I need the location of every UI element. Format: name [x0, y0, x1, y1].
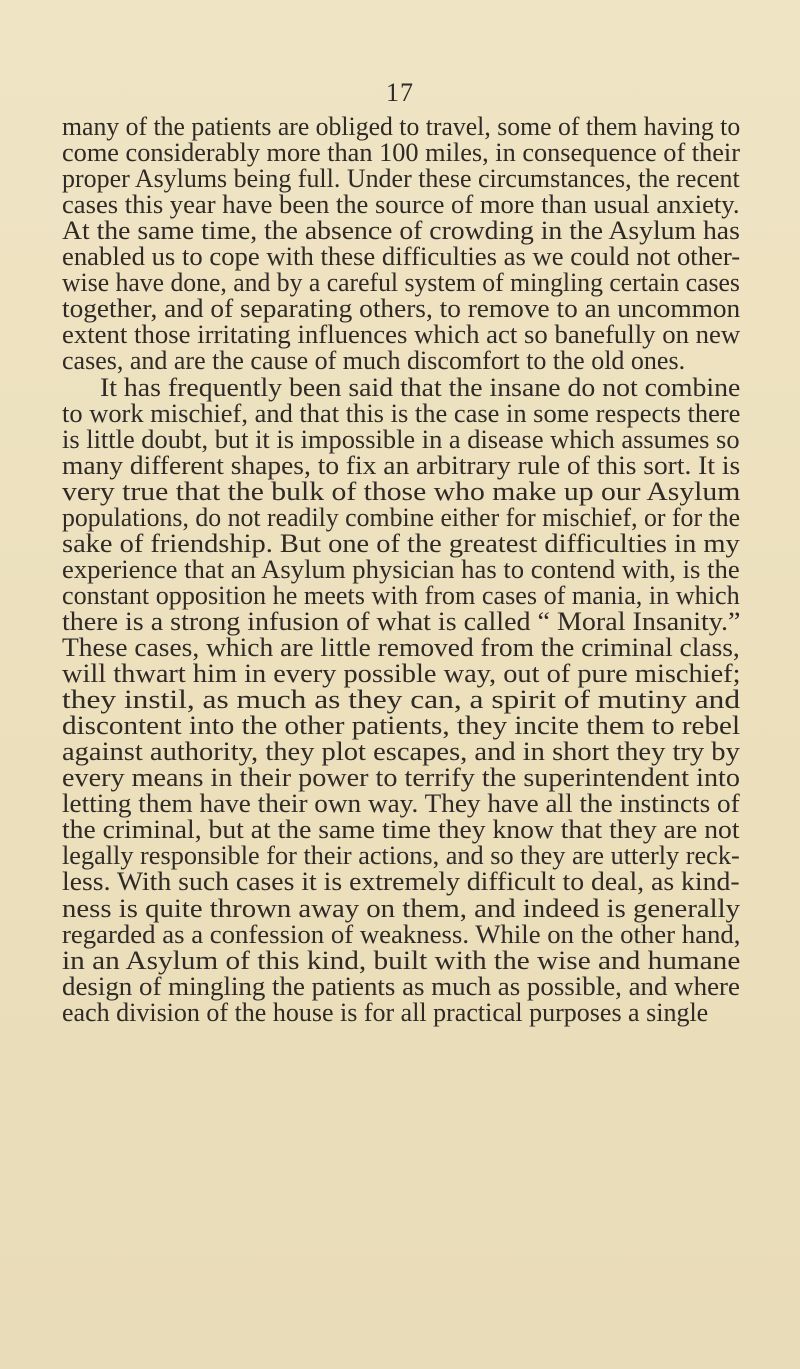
text-line: the criminal, but at the same time they know that they are not	[62, 815, 740, 845]
text-line: experience that an Asylum physician has to contend with, is the	[62, 554, 740, 584]
text-line: many of the patients are obliged to travel, some of them having to	[62, 112, 741, 141]
page-number: 17	[386, 78, 414, 107]
text-line: cases, and are the cause of much discomfort to the old ones.	[62, 346, 686, 376]
text-line: they instil, as much as they can, a spirit of mutiny and	[62, 685, 741, 715]
text-line: proper Asylums being full. Under these circumstances, the recent	[62, 164, 740, 194]
text-line: each division of the house is for all practical purposes a single	[62, 997, 709, 1027]
text-line: These cases, which are little removed from the criminal class,	[62, 633, 740, 662]
text-line: less. With such cases it is extremely difficult to deal, as kind-	[62, 867, 740, 897]
text-line: in an Asylum of this kind, built with the wise and humane	[62, 945, 741, 975]
text-line: very true that the bulk of those who make up our Asylum	[62, 476, 741, 506]
text-line: regarded as a confession of weakness. While on the other hand,	[62, 919, 741, 949]
text-line: is little doubt, but it is impossible in a disease which assumes so	[62, 424, 740, 454]
text-line: At the same time, the absence of crowding in the Asylum has	[62, 216, 740, 246]
text-line: every means in their power to terrify the superintendent into	[62, 763, 740, 793]
text-line: design of mingling the patients as much as possible, and where	[62, 971, 740, 1001]
text-line: extent those irritating influences which act so banefully on new	[62, 320, 741, 350]
text-line: there is a strong infusion of what is called “ Moral Insanity.”	[62, 606, 741, 636]
text-line: enabled us to cope with these difficulties as we could not other-	[62, 242, 741, 272]
text-line: It has frequently been said that the insane do not combine	[100, 372, 741, 402]
text-line: cases this year have been the source of more than usual anxiety.	[62, 190, 740, 220]
text-line: will thwart him in every possible way, out of pure mischief;	[62, 659, 741, 689]
text-line: come considerably more than 100 miles, in consequence of their	[62, 138, 741, 168]
text-line: populations, do not readily combine either for mischief, or for the	[62, 502, 741, 532]
text-line: ness is quite thrown away on them, and indeed is generally	[62, 893, 741, 923]
text-line: against authority, they plot escapes, and in short they try by	[62, 737, 740, 767]
text-line: many different shapes, to fix an arbitrary rule of this sort. It is	[62, 450, 741, 480]
text-line: constant opposition he meets with from cases of mania, in which	[62, 580, 740, 610]
text-line: sake of friendship. But one of the greatest difficulties in my	[62, 528, 740, 558]
text-line: discontent into the other patients, they incite them to rebel	[62, 711, 741, 741]
text-line: together, and of separating others, to remove to an uncommon	[62, 294, 741, 324]
text-line: to work mischief, and that this is the case in some respects there	[62, 398, 741, 428]
text-line: letting them have their own way. They have all the instincts of	[62, 789, 740, 819]
text-line: legally responsible for their actions, and so they are utterly reck-	[62, 841, 740, 871]
text-line: wise have done, and by a careful system of mingling certain cases	[62, 268, 740, 298]
